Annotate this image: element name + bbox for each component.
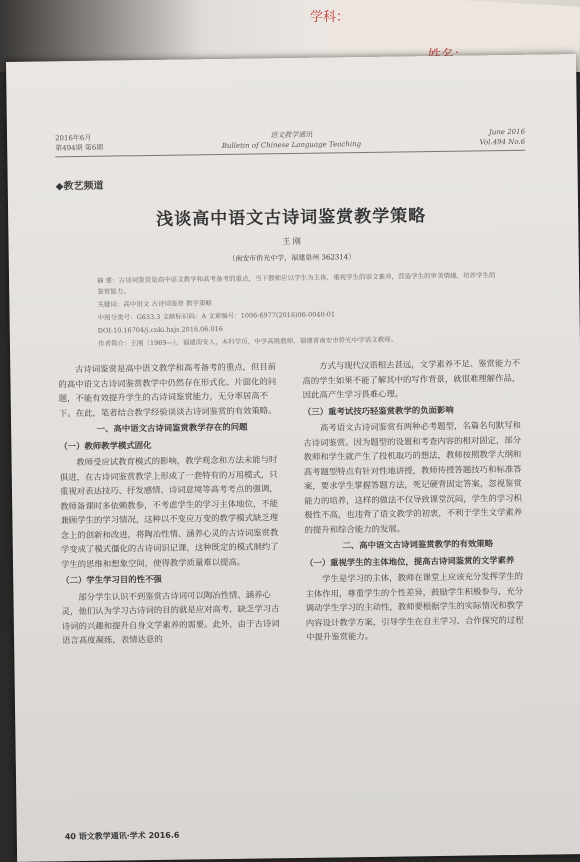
page-footer: 40 语文教学通讯·学术 2016.6 xyxy=(64,830,180,842)
journal-name-en: Bulletin of Chinese Language Teaching xyxy=(221,140,362,150)
left-column xyxy=(58,359,288,648)
body-paragraph: 教师受应试教育模式的影响，教学观念和方法未能与时俱进，在古诗词鉴赏教学上形成了一套特有的万用模式，只重视对表达技巧、抒发感情、诗词意境等高考考点的强调，教师备课时多依赖教参，不考虑学生的学习主体地位，不能兼顾学生的学习情况，这种以不变应万变的教学模式缺乏理念上的创新和改进，将陶冶性情、涵养心灵的古诗词鉴赏教学变成了模式僵化的古诗词识记课，这种既定的模式制约了学生的思维和想象空间，使得教学质量难以提高。 xyxy=(59,454,279,569)
section-heading: 二、高中语文古诗词鉴赏教学的有效策略 xyxy=(342,538,494,551)
section-heading: 一、高中语文古诗词鉴赏教学存在的问题 xyxy=(96,421,248,434)
section-heading: （三）重考试技巧轻鉴赏教学的负面影响 xyxy=(302,404,454,417)
journal-page xyxy=(6,54,580,862)
section-heading: （一）教师教学模式固化 xyxy=(59,439,152,451)
classification-codes: 中图分类号：G633.3 文献标识码：A 文章编号：1006-6977(2016)06-0040-01 xyxy=(97,310,336,322)
doi: DOI:10.16704/j.cnki.hxjs.2016.06.016 xyxy=(97,324,223,335)
article-title: 浅谈高中语文古诗词鉴赏教学策略 xyxy=(156,206,427,230)
body-paragraph: 部分学生认识不到鉴赏古诗词可以陶冶性情、涵养心灵，他们认为学习古诗词的目的就是应对高考，缺乏学习古诗词的兴趣和提升自身文学素养的需要。此外，由于古诗词语言高度凝练，表情达意的 xyxy=(61,588,280,646)
header-issue: 第494期 第6期 xyxy=(55,143,104,153)
article-author: 王 刚 xyxy=(282,236,301,247)
header-volume: Vol.494 No.6 xyxy=(479,137,526,147)
handwriting-subject: 学科： xyxy=(310,10,350,25)
section-heading: （一）重视学生的主体地位，提高古诗词鉴赏的文学素养 xyxy=(304,554,515,568)
keywords: 关键词：高中语文 古诗词鉴赏 教学策略 xyxy=(97,299,213,309)
right-column xyxy=(302,356,532,645)
body-paragraph: 学生是学习的主体，教师在课堂上应该充分发挥学生的主体作用，尊重学生的个性差异，鼓励学生积极参与，充分调动学生学习的主动性，教师要根据学生的实际情况和教学内容设计教学方案，引导学生在自主学习、合作探究的过程中提升鉴赏能力。 xyxy=(305,570,524,642)
header-date-en: June 2016 xyxy=(488,127,526,137)
section-label: ◆教艺频道 xyxy=(55,180,104,193)
section-heading: （二）学生学习目的性不强 xyxy=(61,573,162,586)
body-paragraph: 高考语文古诗词鉴赏有两种必考题型，名篇名句默写和古诗词鉴赏。因为题型的设置和考查内容的相对固定，部分教师和学生就产生了投机取巧的想法，教师按照教学大纲和高考题型特点有针对性地讲授，教师传授答题技巧和标准答案，要求学生掌握答题方法，死记硬背固定答案，忽视鉴赏能力的培养，这样的做法不仅导致课堂沉闷，学生的学习积极性不高，也违背了语文教学的初衷，不利于学生文学素养的提升和综合能力的发展。 xyxy=(303,419,523,535)
running-header xyxy=(55,127,525,154)
journal-name: 语文教学通讯 xyxy=(270,130,313,140)
abstract: 摘 要：古诗词鉴赏是高中语文教学和高考备考的重点，当下教师应以学生为主体，重视学生的语文素养，营造学生的审美情趣，培养学生的鉴赏能力。 xyxy=(97,271,496,296)
page-content xyxy=(55,127,532,648)
body-paragraph: 方式与现代汉语相去甚远，文学素养不足、鉴赏能力不高的学生如果不能了解其中的写作背景，就很难理解作品，因此高产生学习畏难心理。 xyxy=(302,357,521,400)
header-date: 2016年6月 xyxy=(55,133,92,143)
body-paragraph: 古诗词鉴赏是高中语文教学和高考备考的重点，但目前的高中语文古诗词鉴赏教学中仍然存在形式化、片面化的问题，不能有效提升学生的古诗词鉴赏能力，无分率居高不下。在此，笔者结合教学经验谈谈古诗词鉴赏的有效策略。 xyxy=(58,361,277,418)
body-columns xyxy=(58,356,532,648)
author-bio: 作者简介：王刚（1969—），福建南安人，本科学历，中学高级教师，福建省南安市侨光中学语文教师。 xyxy=(97,335,398,348)
author-affiliation: （南安市侨光中学，福建泉州 362314） xyxy=(228,253,356,263)
